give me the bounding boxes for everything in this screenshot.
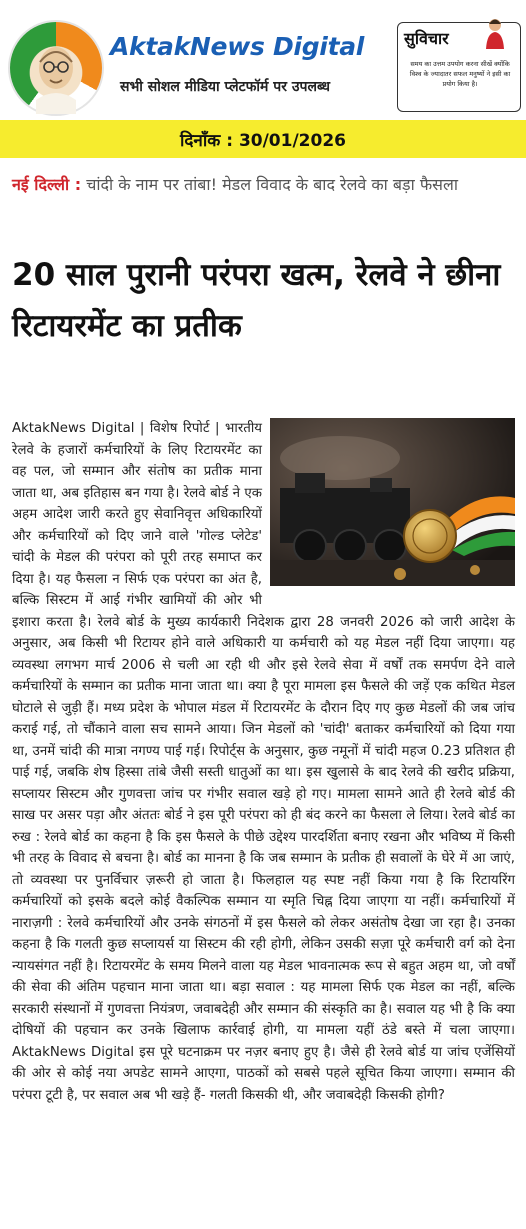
quote-title: सुविचार: [404, 29, 449, 48]
train-medal-image: [270, 418, 515, 586]
gandhi-logo-icon: [10, 22, 102, 114]
person-icon: [481, 15, 509, 49]
dateline: [12, 172, 517, 197]
dateline-city: नई दिल्ली :: [12, 175, 82, 194]
quote-text: समय का उत्तम उपयोग करना सीखें क्योंकि विश्व के ज्यादातर सफल मनुष्यों ने इसी का प्रयोग किया है।: [409, 60, 511, 88]
brand-name: AktakNews Digital: [110, 32, 365, 61]
article: [12, 418, 515, 1106]
quote-box: [397, 22, 521, 112]
masthead: [0, 0, 526, 118]
date-text: दिनाँक : 30/01/2026: [179, 131, 346, 151]
headline: 20 साल पुरानी परंपरा खत्म, रेलवे ने छीना रिटायरमेंट का प्रतीक: [12, 257, 501, 344]
date-bar: [0, 120, 526, 158]
dateline-subhead: चांदी के नाम पर तांबा! मेडल विवाद के बाद रेलवे का बड़ा फैसला: [86, 175, 458, 194]
article-body: AktakNews Digital | विशेष रिपोर्ट | भारतीय रेलवे के हजारों कर्मचारियों के लिए रिटायरमेंट का वह पल, जो सम्मान और संतोष का प्रतीक माना जाता था, अब इतिहास बन गया है। रेलवे बोर्ड ने एक अहम आदेश जारी करते हुए सेवानिवृत्त अधिकारियों और कर्मचारियों को दिए जाने वाले 'गोल्ड प्लेटेड' चांदी के मेडल की परंपरा को पूरी तरह समाप्त कर दिया है। यह फैसला न सिर्फ एक परंपरा का अंत है, बल्कि सिस्टम में आई गंभीर खामियों की ओर भी इशारा करता है। रेलवे बोर्ड के मुख्य कार्यकारी निदेशक द्वारा 28 जनवरी 2026 को जारी आदेश के अनुसार, अब किसी भी रिटायर होने वाले अधिकारी या कर्मचारी को यह मेडल नहीं दिया जाएगा। यह व्यवस्था लगभग मार्च 2006 से चली आ रही थी और इसे रेलवे सेवा में वर्षों तक समर्पण देने वाले कर्मचारियों के सम्मान का प्रतीक माना जाता था। क्या है पूरा मामला इस फैसले की जड़ें एक कथित मेडल घोटाले से जुड़ी हैं। मध्य प्रदेश के भोपाल मंडल में रिटायरमेंट के दौरान दिए गए कुछ मेडलों की जब जांच कराई गई, तो चौंकाने वाला सच सामने आया। जिन मेडलों को 'चांदी' बताकर कर्मचारियों को दिया गया था, उनमें चांदी की मात्रा नगण्य पाई गई। रिपोर्ट्स के अनुसार, कुछ नमूनों में चांदी महज 0.23 प्रतिशत ही पाई गई, जबकि शेष हिस्सा तांबे जैसी सस्ती धातुओं का था। इस खुलासे के बाद रेलवे की खरीद प्रक्रिया, सप्लायर सिस्टम और गुणवत्ता जांच पर गंभीर सवाल खड़े हो गए। मामला सामने आते ही रेलवे बोर्ड की साख पर असर पड़ा और अंततः बोर्ड ने इस पूरी परंपरा को ही बंद करने का फैसला ले लिया। रेलवे बोर्ड का रुख : रेलवे बोर्ड का कहना है कि इस फैसले के पीछे उद्देश्य पारदर्शिता बनाए रखना और भविष्य में किसी भी तरह के विवाद से बचना है। बोर्ड का मानना है कि जब सम्मान के प्रतीक ही सवालों के घेरे में आ जाएं, तो व्यवस्था पर पुनर्विचार ज़रूरी हो जाता है। फिलहाल यह स्पष्ट नहीं किया गया है कि रिटायरिंग कर्मचारियों को इसके बदले कोई वैकल्पिक सम्मान या स्मृति चिह्न दिया जाएगा या नहीं। कर्मचारियों में नाराज़गी : रेलवे कर्मचारियों और उनके संगठनों में इस फैसले को लेकर असंतोष देखा जा रहा है। उनका कहना है कि गलती कुछ सप्लायर्स या सिस्टम की रही होगी, लेकिन उसकी सज़ा पूरे कर्मचारी वर्ग को देना न्यायसंगत नहीं है। रिटायरमेंट के समय मिलने वाला यह मेडल भावनात्मक रूप से बहुत अहम था, जो वर्षों की सेवा की अंतिम पहचान माना जाता था। बड़ा सवाल : यह मामला सिर्फ एक मेडल का नहीं, बल्कि सरकारी संस्थानों में गुणवत्ता नियंत्रण, जवाबदेही और सम्मान की संस्कृति का है। सवाल यह भी है कि क्या दोषियों की पहचान कर उनके खिलाफ कार्रवाई होगी, या मामला यहीं ठंडे बस्ते में चला जाएगा। AktakNews Digital इस पूरे घटनाक्रम पर नज़र बनाए हुए है। जैसे ही रेलवे बोर्ड या जांच एजेंसियों की ओर से कोई नया अपडेट सामने आएगा, पाठकों को सबसे पहले सूचित किया जाएगा। सम्मान की परंपरा टूटी है, पर सवाल अब भी खड़े हैं- गलती किसकी थी, और जवाबदेही किसकी होगी?: [12, 421, 515, 1103]
brand-tagline: सभी सोशल मीडिया प्लेटफॉर्म पर उपलब्ध: [120, 79, 330, 95]
